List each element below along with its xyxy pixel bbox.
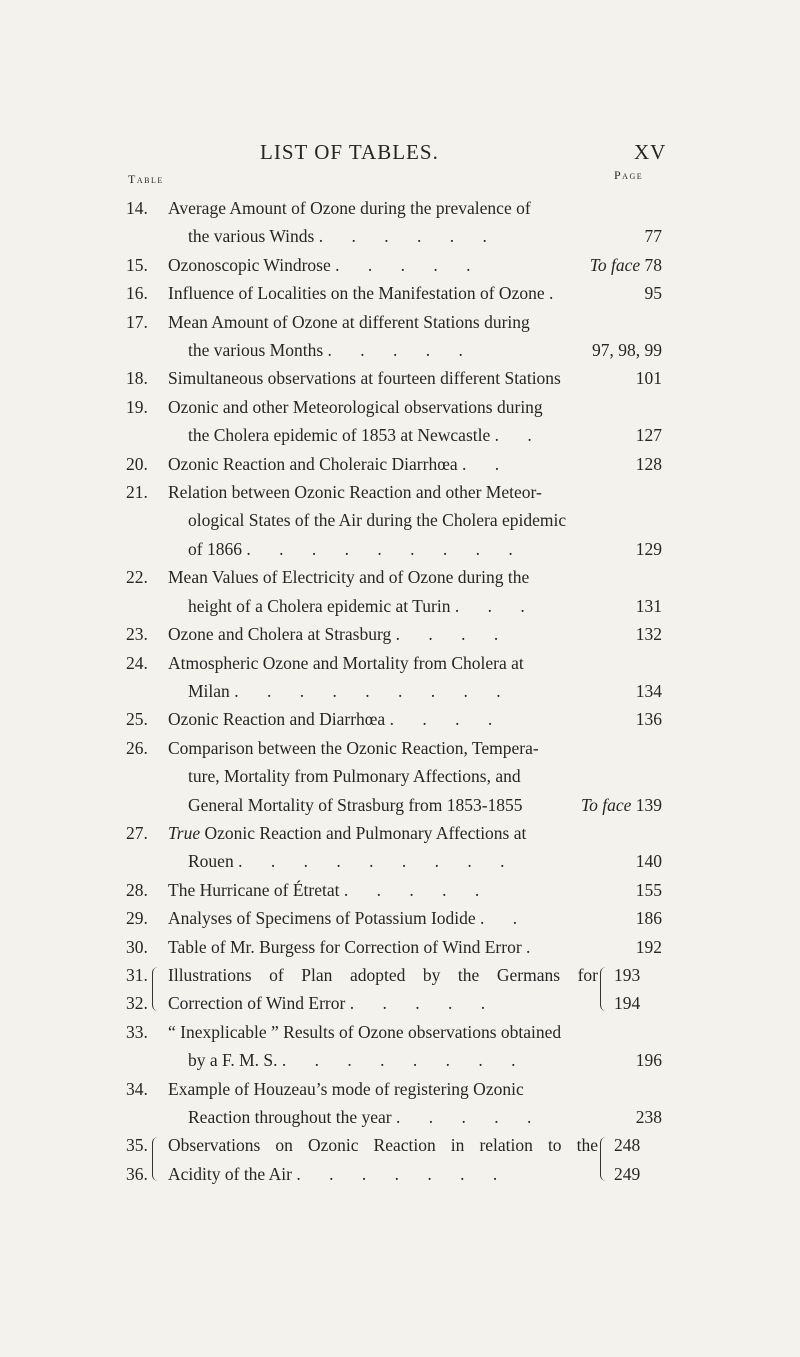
title-line: ological States of the Air during the Cholera epidemic — [188, 510, 567, 531]
list-item — [0, 933, 800, 961]
table-number: 21. — [126, 482, 148, 503]
right-brace — [600, 967, 607, 1011]
title-line: General Mortality of Strasburg from 1853-1855 — [188, 794, 523, 815]
title-line: Relation between Ozonic Reaction and other Meteor- — [168, 482, 542, 503]
table-number: 18. — [126, 368, 148, 389]
list-item — [0, 705, 800, 733]
page-reference — [645, 279, 663, 307]
table-title — [168, 308, 588, 365]
title-line: Table of Mr. Burgess for Correction of Wind Error . — [168, 936, 531, 957]
page-value: 101 — [635, 368, 662, 389]
page-value: 95 — [644, 283, 662, 304]
table-title — [168, 450, 588, 478]
list-item — [0, 393, 800, 450]
page-prefix: To face — [580, 794, 632, 815]
leader-dots: . . . . . — [396, 1106, 544, 1127]
list-item — [0, 1018, 800, 1075]
title-line: Ozonoscopic Windrose . . . . . — [168, 254, 483, 275]
table-number: 15. — [126, 254, 148, 275]
title-line: Mean Amount of Ozone at different Stations during — [168, 311, 530, 332]
table-title — [168, 1018, 588, 1075]
table-number: 14. — [126, 198, 148, 218]
title-line: Acidity of the Air . . . . . . . — [168, 1163, 510, 1184]
paired-list-item — [0, 1131, 800, 1188]
leader-dots: . . . . . — [343, 879, 492, 900]
page-value: 127 — [635, 425, 662, 446]
page-reference — [636, 1103, 662, 1131]
title-line: Illustrations of Plan adopted by the Germans for — [168, 964, 598, 985]
table-title — [168, 876, 588, 904]
page-value: 77 — [644, 226, 662, 247]
table-number: 25. — [126, 709, 148, 730]
table-number: 36. — [126, 1163, 148, 1184]
right-brace — [600, 1137, 607, 1181]
paired-list-item — [0, 961, 800, 1018]
page-value: 136 — [635, 709, 662, 730]
leader-dots: . . — [461, 453, 512, 474]
leader-dots: . . . . — [389, 709, 505, 730]
page-value: 186 — [635, 908, 662, 929]
title-line: The Hurricane of Étretat . . . . . — [168, 879, 492, 900]
leader-dots: . . . . . . . . . — [238, 851, 517, 872]
title-line: the various Winds . . . . . . — [188, 226, 499, 247]
page-reference — [636, 535, 662, 563]
table-title — [168, 620, 588, 648]
title-line: Correction of Wind Error . . . . . — [168, 993, 498, 1014]
page-reference — [636, 1046, 662, 1074]
title-line: Example of Houzeau’s mode of registering Ozonic — [168, 1078, 524, 1099]
page-reference — [636, 421, 662, 449]
title-line: Reaction throughout the year . . . . . — [188, 1106, 544, 1127]
page-value: 132 — [635, 624, 662, 645]
list-item — [0, 251, 800, 279]
title-line: Ozonic Reaction and Choleraic Diarrhœa . . — [168, 453, 512, 474]
table-title — [168, 364, 588, 392]
page-title: LIST OF TABLES. — [260, 140, 439, 164]
leader-dots: . . . . . . . . — [281, 1050, 528, 1071]
table-title — [168, 1131, 598, 1188]
table-title — [168, 478, 588, 563]
page-value: 155 — [635, 879, 662, 900]
list-item — [0, 364, 800, 392]
table-number: 35. — [126, 1135, 148, 1156]
leader-dots: . . — [494, 425, 544, 446]
page-number: XV — [634, 140, 667, 164]
page-reference — [636, 904, 662, 932]
list-item — [0, 649, 800, 706]
table-number: 34. — [126, 1078, 148, 1099]
page-reference: 249 — [614, 1163, 641, 1184]
table-title — [168, 649, 588, 706]
page-reference — [636, 592, 662, 620]
title-line: Average Amount of Ozone during the prevalence of — [168, 198, 531, 218]
title-line: the Cholera epidemic of 1853 at Newcastle . . — [188, 425, 544, 446]
page-value: 140 — [635, 851, 662, 872]
table-title — [168, 194, 588, 251]
leader-dots: . . — [480, 908, 530, 929]
page-prefix: To face — [589, 254, 641, 275]
page-value: 238 — [635, 1106, 662, 1127]
table-number: 32. — [126, 993, 148, 1014]
title-line: Observations on Ozonic Reaction in relation to the — [168, 1135, 598, 1156]
list-item — [0, 194, 800, 251]
table-number: 22. — [126, 567, 148, 588]
title-line: Comparison between the Ozonic Reaction, Tempera- — [168, 737, 539, 758]
table-number: 29. — [126, 908, 148, 929]
list-item — [0, 1075, 800, 1132]
table-number: 30. — [126, 936, 148, 957]
leader-dots: . . . — [454, 595, 537, 616]
title-line: Rouen . . . . . . . . . — [188, 851, 517, 872]
leader-dots: . . . . . . . . . — [246, 538, 525, 559]
page-reference — [636, 847, 662, 875]
page-value: 192 — [635, 936, 662, 957]
leader-dots: . . . . . — [349, 993, 498, 1014]
page-reference — [636, 450, 662, 478]
title-line: Ozonic Reaction and Diarrhœa . . . . — [168, 709, 505, 730]
page-value: 134 — [635, 680, 662, 701]
page-value: 128 — [635, 453, 662, 474]
page-value: 196 — [635, 1050, 662, 1071]
page-value: 97, 98, 99 — [592, 340, 662, 361]
title-line: height of a Cholera epidemic at Turin . . . — [188, 595, 537, 616]
table-title — [168, 279, 588, 307]
title-line: the various Months . . . . . — [188, 340, 475, 361]
page-value: 129 — [635, 538, 662, 559]
list-item — [0, 450, 800, 478]
page-header — [0, 126, 800, 166]
title-line: Milan . . . . . . . . . — [188, 680, 513, 701]
page-reference — [590, 251, 662, 279]
title-line: ture, Mortality from Pulmonary Affections, and — [188, 766, 521, 787]
page-reference: 194 — [614, 993, 641, 1014]
title-line: Ozonic and other Meteorological observations during — [168, 396, 543, 417]
list-item — [0, 478, 800, 563]
list-item — [0, 734, 800, 819]
title-line: by a F. M. S. . . . . . . . . — [188, 1050, 528, 1071]
leader-dots: . . . . . . — [318, 226, 499, 247]
table-number: 27. — [126, 822, 148, 843]
table-title — [168, 961, 598, 1018]
page-reference — [581, 791, 662, 819]
table-number: 33. — [126, 1021, 148, 1042]
page-reference — [645, 222, 663, 250]
title-line: Ozone and Cholera at Strasburg . . . . — [168, 624, 511, 645]
title-line: “ Inexplicable ” Results of Ozone observations obtained — [168, 1021, 562, 1042]
page-reference — [636, 705, 662, 733]
left-brace — [152, 1137, 159, 1181]
title-line: True Ozonic Reaction and Pulmonary Affections at — [168, 822, 527, 843]
table-title — [168, 933, 588, 961]
list-item — [0, 620, 800, 648]
title-emphasis: True — [168, 822, 205, 843]
page-value: 78 — [644, 254, 662, 275]
table-title — [168, 705, 588, 733]
table-list — [0, 194, 800, 1188]
list-item — [0, 563, 800, 620]
page-reference — [636, 364, 662, 392]
table-title — [168, 393, 588, 450]
table-number: 24. — [126, 652, 148, 673]
table-number: 20. — [126, 453, 148, 474]
page-reference — [592, 336, 662, 364]
table-number: 23. — [126, 624, 148, 645]
list-item — [0, 904, 800, 932]
table-title — [168, 734, 588, 819]
page-reference — [636, 620, 662, 648]
table-title — [168, 1075, 588, 1132]
leader-dots: . . . . — [395, 624, 511, 645]
table-number: 28. — [126, 879, 148, 900]
page-reference — [636, 876, 662, 904]
list-item — [0, 279, 800, 307]
title-line: Influence of Localities on the Manifestation of Ozone . — [168, 283, 554, 304]
title-line: Atmospheric Ozone and Mortality from Cholera at — [168, 652, 524, 673]
list-item — [0, 819, 800, 876]
list-item — [0, 876, 800, 904]
table-number: 31. — [126, 964, 148, 985]
page-value: 131 — [635, 595, 662, 616]
page-reference — [636, 677, 662, 705]
table-number: 26. — [126, 737, 148, 758]
table-title — [168, 563, 588, 620]
leader-dots: . . . . . — [327, 340, 475, 361]
table-title — [168, 251, 588, 279]
title-line: Analyses of Specimens of Potassium Iodide . . — [168, 908, 530, 929]
table-title — [168, 904, 588, 932]
table-number: 19. — [126, 396, 148, 417]
page-value: 139 — [635, 794, 662, 815]
page-reference: 193 — [614, 964, 641, 985]
page-column-label: Page — [614, 168, 644, 182]
leader-dots: . . . . . . . . . — [234, 680, 513, 701]
left-brace — [152, 967, 159, 1011]
page-reference — [636, 933, 662, 961]
column-labels — [0, 168, 800, 192]
list-item — [0, 308, 800, 365]
leader-dots: . . . . . . . — [296, 1163, 510, 1184]
page-reference: 248 — [614, 1135, 641, 1156]
table-title — [168, 819, 588, 876]
leader-dots: . . . . . — [335, 254, 483, 275]
table-number: 16. — [126, 283, 148, 304]
table-column-label: Table — [128, 172, 164, 186]
table-number: 17. — [126, 311, 148, 332]
title-line: Simultaneous observations at fourteen different Stations — [168, 368, 561, 389]
title-line: Mean Values of Electricity and of Ozone during the — [168, 567, 530, 588]
title-line: of 1866 . . . . . . . . . — [188, 538, 525, 559]
